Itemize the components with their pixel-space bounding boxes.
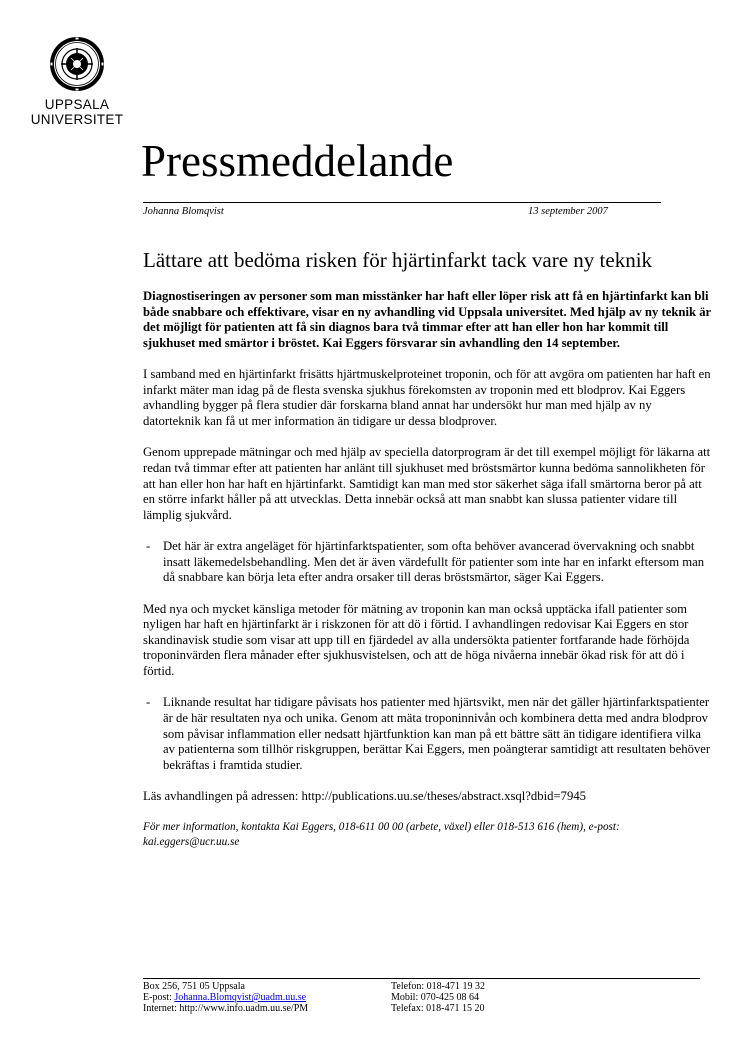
release-date: 13 september 2007 — [528, 206, 608, 217]
article-body — [143, 289, 711, 866]
footer-phone-block — [391, 981, 485, 1015]
footer-address-block — [143, 981, 308, 1015]
footer-fax: Telefax: 018-471 15 20 — [391, 1003, 485, 1015]
footer-divider — [143, 978, 700, 979]
university-seal-icon — [49, 36, 105, 92]
lead-paragraph: Diagnostiseringen av personer som man misstänker har haft eller löper risk att få en hjärtinfarkt kan bli både snabbare och effektivare, visar en ny avhandling vid Uppsala universitet. Med hjälp av ny teknik är det möjligt för patienten att få sin diagnos bara två timmar efter att han eller hon har kommit till sjukhuset med smärtor i bröstet. Kai Eggers försvarar sin avhandling den 14 september. — [143, 289, 711, 350]
footer-internet: Internet: http://www.info.uadm.uu.se/PM — [143, 1003, 309, 1015]
header-divider — [143, 202, 661, 203]
thesis-link-line: Läs avhandlingen på adressen: http://publications.uu.se/theses/abstract.xsql?dbid=7945 — [143, 789, 587, 804]
footer-email-row — [143, 992, 308, 1003]
footer-mobile: Mobil: 070-425 08 64 — [391, 992, 480, 1004]
quote-dash: - — [146, 539, 151, 554]
university-name — [0, 97, 154, 127]
university-name-line2: UNIVERSITET — [30, 112, 124, 127]
paragraph-1: I samband med en hjärtinfarkt frisätts hjärtmuskelproteinet troponin, och för att avgöra om patienten har haft en infarkt mäter man idag på de flesta svenska sjukhus förekomsten av troponin med ett blodprov. Kai Eggers avhandling bygger på flera studier där forskarna bland annat har undersökt hur man med hjälp av ny datorteknik kan få ut mer information än tidigare ur dessa blodprover. — [143, 367, 711, 428]
article-headline: Lättare att bedöma risken för hjärtinfarkt tack vare ny teknik — [143, 248, 653, 272]
footer-email-link[interactable]: Johanna.Blomqvist@uadm.uu.se — [174, 992, 307, 1004]
footer-address: Box 256, 751 05 Uppsala — [143, 981, 245, 992]
contact-info: För mer information, kontakta Kai Eggers, 018-611 00 00 (arbete, växel) eller 018-513 616 (hem), e-post: kai.eggers@ucr.uu.se — [143, 820, 620, 849]
quote-2 — [143, 695, 711, 773]
author: Johanna Blomqvist — [143, 206, 224, 217]
quote-1-text: Det här är extra angeläget för hjärtinfarktspatienter, som ofta behöver avancerad övervakning och snabbt insatt läkemedelsbehandling. Men det är även värdefullt för patienter som inte har en infarkt eftersom man då snabbare kan börja leta efter andra orsaker till deras bröstsmärtor, säger Kai Eggers. — [163, 539, 705, 585]
university-name-line1: UPPSALA — [44, 97, 110, 112]
footer-phone: Telefon: 018-471 19 32 — [391, 981, 486, 992]
paragraph-2: Genom upprepade mätningar och med hjälp av speciella datorprogram är det till exempel möjligt för läkarna att redan två timmar efter att patienten har anlänt till sjukhuset med bröstsmärtor kunna bedöma sannolikheten för att han eller hon har haft en hjärtinfarkt. Samtidigt kan man med stor säkerhet säga ifall smärtorna beror på att en större infarkt håller på att utvecklas. Detta innebär också att man snabbt kan slussa patienter vidare till lämplig sjukvård. — [143, 445, 711, 522]
page-title: Pressmeddelande — [141, 136, 454, 186]
quote-1 — [143, 539, 711, 586]
paragraph-3: Med nya och mycket känsliga metoder för mätning av troponin kan man också upptäcka ifall patienter som nyligen har haft en hjärtinfarkt är i riskzonen för att dö i förtid. I avhandlingen redovisar Kai Eggers en stor skandinavisk studie som visar att upp till en fjärdedel av alla undersökta patienter fortfarande hade förhöjda troponinvärden flera månader efter sjukhusvistelsen, och att de höga nivåerna innebär ökad risk för att dö i förtid. — [143, 601, 690, 679]
quote-2-text: Liknande resultat har tidigare påvisats hos patienter med hjärtsvikt, men när det gäller hjärtinfarktspatienter är de här resultaten nya och unika. Genom att mäta troponinnivån och kombinera detta med andra blodprov som påvisar inflammation eller nedsatt hjärtfunktion kan man på ett bättre sätt än tidigare identifiera vilka av patienterna som tillhör riskgruppen, berättar Kai Eggers, men poängterar samtidigt att resultaten behöver bekräftas i framtida studier. — [163, 695, 711, 772]
footer-email-label: E-post: — [143, 992, 175, 1004]
quote-dash: - — [146, 695, 151, 710]
